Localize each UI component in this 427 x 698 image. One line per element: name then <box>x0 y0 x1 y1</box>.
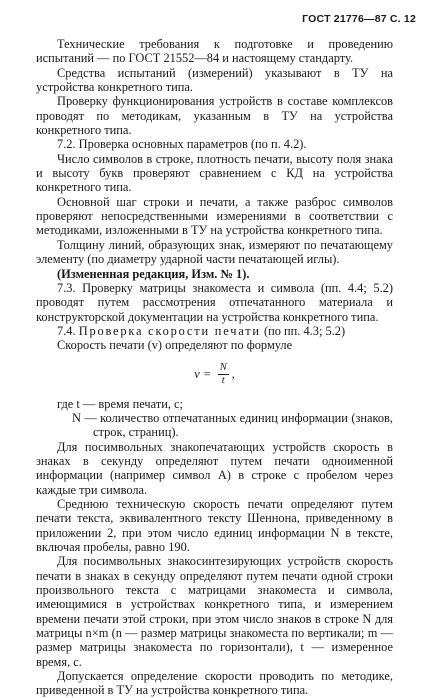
paragraph: Допускается определение скорости проводить по методике, приведенной в ТУ на устройства конкретного типа. <box>36 669 393 698</box>
paragraph: Средства испытаний (измерений) указывают в ТУ на устройства конкретного типа. <box>36 65 393 95</box>
document-body <box>36 37 393 698</box>
paragraph: Основной шаг строки и печати, а также разброс символов проверяют непосредственными измерениями в соответствии с методиками, изложенными в ТУ на устройства конкретного типа. <box>36 194 393 238</box>
section-title: Проверка скорости печати <box>78 323 261 338</box>
section-heading-7-4 <box>36 324 393 338</box>
paragraph: Для посимвольных знакосинтезирующих устройств скорость печати в знаках в секунду определяют путем печати одной строки произвольного текста с матрицами знакоместа и символа, имеющимися в устройствах конкретного типа, и измерением времени печати этой строки, при этом число знаков в строке N для матрицы n×m (n — размер матрицы знакоместа по вертикали; m — размер матрицы знакоместа по горизонтали), t — измеренное время, с. <box>36 554 393 669</box>
formula-lhs: v <box>194 367 200 382</box>
page-header: ГОСТ 21776—87 С. 12 <box>302 13 416 25</box>
formula-denominator: t <box>221 375 225 387</box>
speed-formula: v = $\frac{N}{t}$ , <box>194 362 235 387</box>
amendment-note: (Измененная редакция, Изм. № 1). <box>57 266 250 281</box>
paragraph: 7.3. Проверку матрицы знакоместа и символа (пп. 4.4; 5.2) проводят путем рассмотрения отпечатанного материала и конструкторской документации на устройства конкретного типа. <box>36 280 393 324</box>
paragraph: Технические требования к подготовке и проведению испытаний — по ГОСТ 21552—84 и настоящему стандарту. <box>36 37 393 66</box>
where-clause: N — количество отпечатанных единиц информации (знаков, строк, страниц). <box>72 410 393 440</box>
paragraph: Число символов в строке, плотность печати, высоту поля знака и высоту букв проверяют сравнением с КД на устройства конкретного типа. <box>36 151 393 195</box>
section-number: 7.4. <box>57 323 76 338</box>
formula-numerator: N <box>219 362 227 374</box>
section-reference: (по пп. 4.3; 5.2) <box>263 323 346 338</box>
paragraph: Среднюю техническую скорость печати определяют путем печати текста, эквивалентного тексту Шеннона, приведенному в приложении 2, при этом число единиц информации N в тексте, включая пробелы, равно 190. <box>36 496 393 554</box>
paragraph: Проверку функционирования устройств в составе комплексов проводят по методикам, указанным в ТУ на устройства конкретного типа. <box>36 94 393 138</box>
formula-equals: = <box>203 367 211 382</box>
section-heading-7-2: 7.2. Проверка основных параметров (по п. 4.2). <box>57 137 307 152</box>
paragraph: Для посимвольных знакопечатающих устройств скорость в знаках в секунду определяют путем печати одноименной информации (например символ А) в строке с пробелом через каждые три символа. <box>36 439 393 497</box>
where-clause: где t — время печати, с; <box>57 396 183 411</box>
formula-fraction <box>218 362 229 387</box>
paragraph: Скорость печати (v) определяют по формуле <box>57 338 293 353</box>
paragraph: Толщину линий, образующих знак, измеряют по печатающему элементу (по диаметру ударной части печатающей иглы). <box>36 237 393 267</box>
